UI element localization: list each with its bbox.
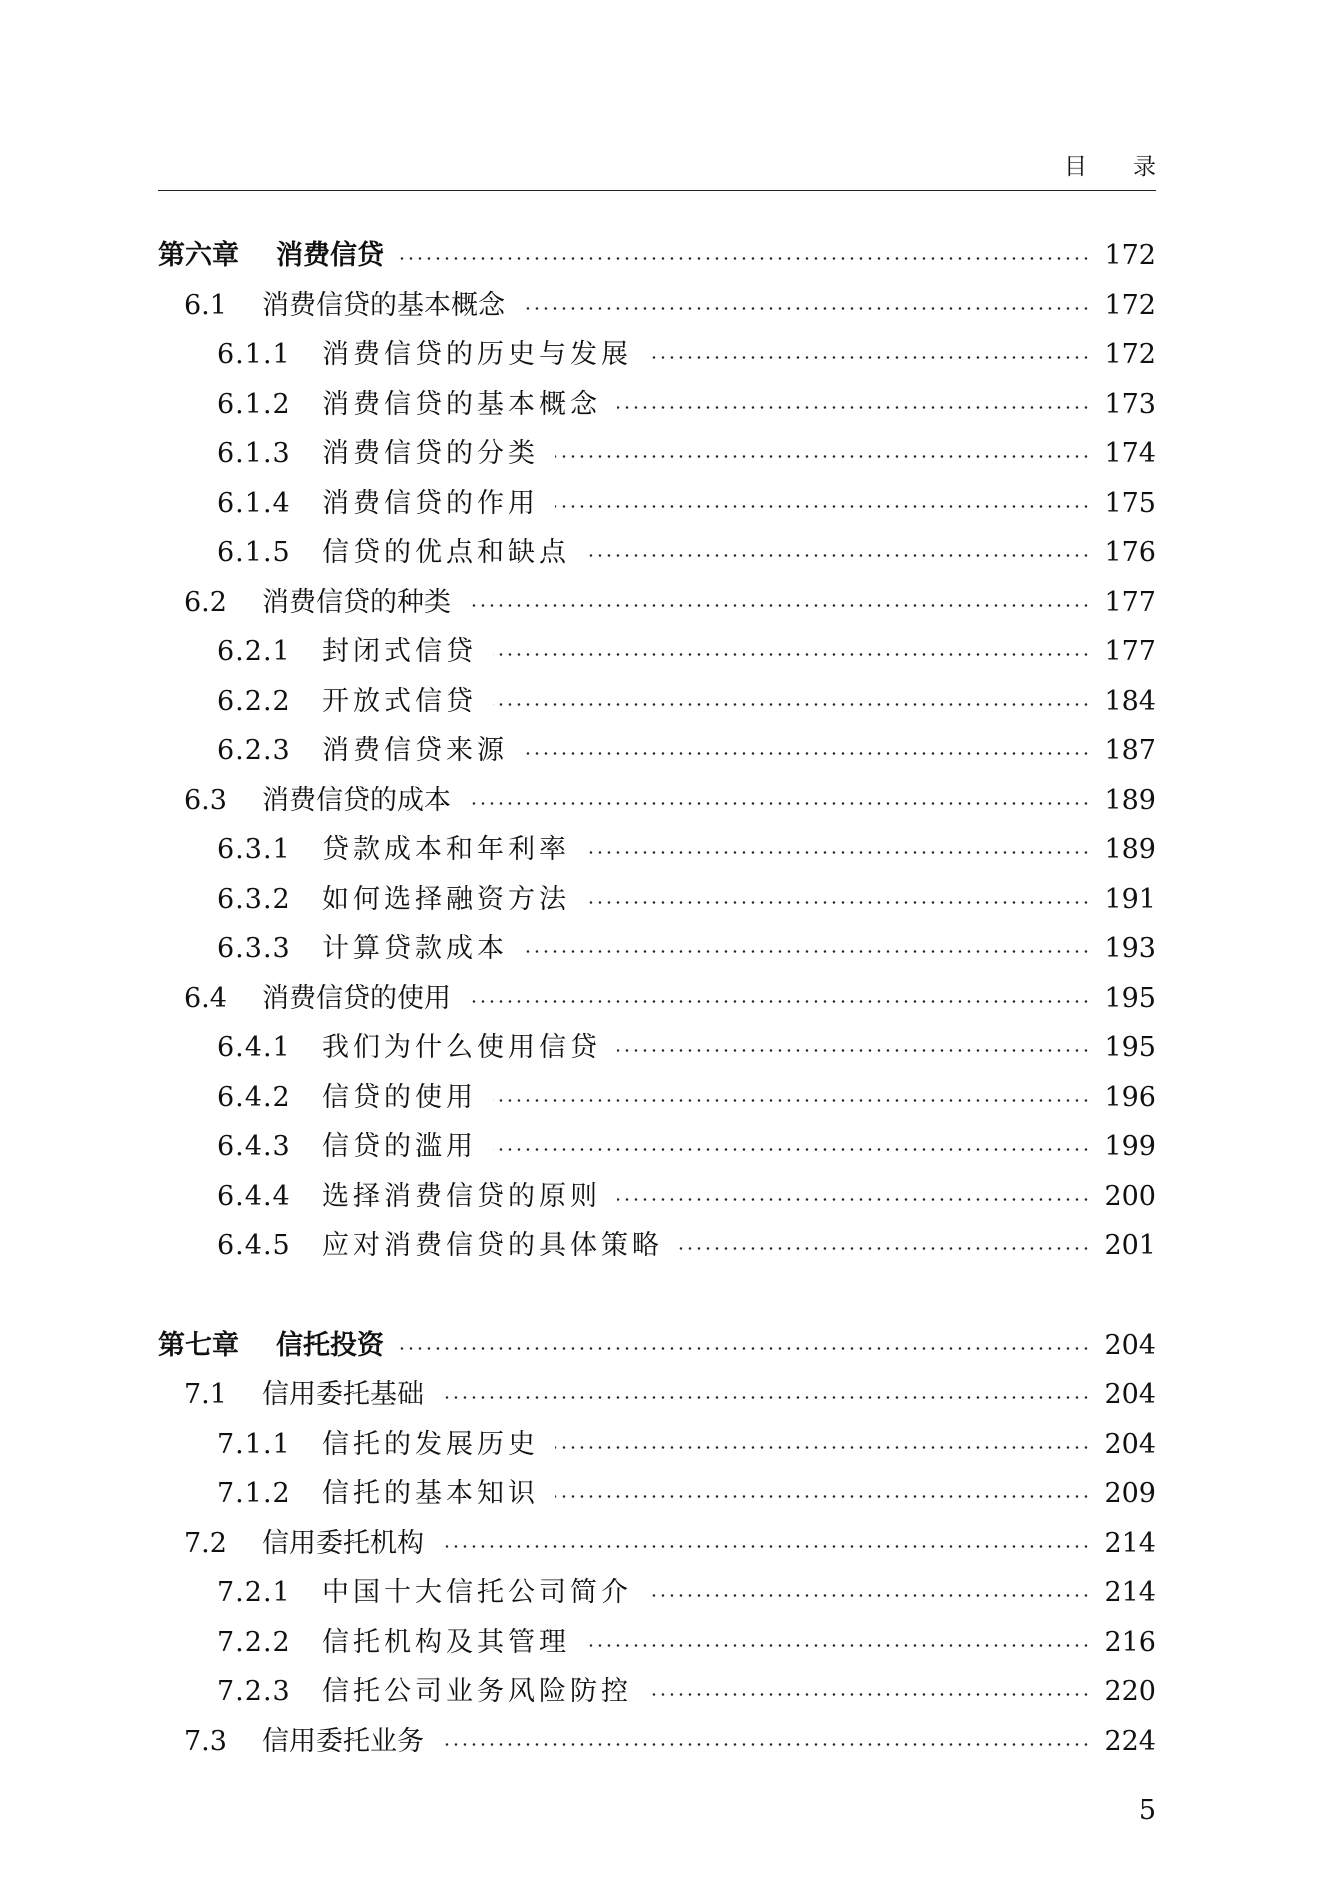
toc-entry-section[interactable] xyxy=(158,974,1156,1024)
toc-entry-page: 204 xyxy=(1104,1379,1156,1410)
toc-entry-page: 187 xyxy=(1104,735,1156,766)
toc-entry-number: 6.4.2 xyxy=(217,1081,291,1113)
toc-entry-section[interactable] xyxy=(158,578,1156,628)
toc-entry-page: 201 xyxy=(1104,1230,1156,1261)
dot-leader xyxy=(555,505,1090,508)
dot-leader xyxy=(493,703,1090,706)
toc-entry-number: 6.4.3 xyxy=(217,1131,291,1162)
toc-entry-page: 173 xyxy=(1104,388,1156,420)
toc-entry-page: 177 xyxy=(1104,586,1156,618)
toc-entry-subsection[interactable] xyxy=(158,1420,1156,1470)
dot-leader xyxy=(617,406,1090,409)
toc-entry-number: 6.1.2 xyxy=(217,388,291,420)
toc-entry-number: 6.3.2 xyxy=(217,883,291,915)
toc-entry-title: 消费信贷来源 xyxy=(322,735,508,766)
dot-leader xyxy=(586,554,1090,557)
dot-leader xyxy=(521,307,1090,310)
toc-entry-page: 174 xyxy=(1104,438,1156,469)
toc-entry-page: 199 xyxy=(1104,1131,1156,1162)
toc-entry-section[interactable] xyxy=(158,1519,1156,1569)
toc-entry-subsection[interactable] xyxy=(158,1568,1156,1618)
toc-entry-title: 信托公司业务风险防控 xyxy=(322,1676,632,1707)
toc-entry-title: 消费信贷的作用 xyxy=(322,487,539,519)
toc-entry-chapter[interactable] xyxy=(158,1321,1156,1371)
toc-entry-subsection[interactable] xyxy=(158,1667,1156,1717)
toc-entry-page: 204 xyxy=(1104,1428,1156,1460)
running-head-right: 录 xyxy=(1133,154,1156,180)
toc-entry-number: 6.2.3 xyxy=(217,735,291,766)
dot-leader xyxy=(440,1743,1090,1746)
toc-entry-number: 6.3.3 xyxy=(217,933,291,964)
toc-entry-number: 6.4.1 xyxy=(217,1032,291,1063)
toc-entry-title: 贷款成本和年利率 xyxy=(322,834,570,865)
toc-entry-subsection[interactable] xyxy=(158,924,1156,974)
toc-entry-title: 消费信贷的使用 xyxy=(262,982,451,1014)
toc-entry-number: 6.1.4 xyxy=(217,487,291,519)
dot-leader xyxy=(679,1247,1090,1250)
toc-entry-subsection[interactable] xyxy=(158,479,1156,529)
dot-leader xyxy=(493,653,1090,656)
toc-entry-page: 196 xyxy=(1104,1081,1156,1113)
toc-entry-subsection[interactable] xyxy=(158,330,1156,380)
toc-entry-title: 如何选择融资方法 xyxy=(322,883,570,915)
toc-entry-number: 第七章 xyxy=(158,1329,239,1361)
toc-entry-subsection[interactable] xyxy=(158,429,1156,479)
toc-entry-subsection[interactable] xyxy=(158,825,1156,875)
toc-entry-title: 信贷的使用 xyxy=(322,1081,477,1113)
toc-entry-title: 计算贷款成本 xyxy=(322,933,508,964)
running-head-left: 目 xyxy=(1064,154,1087,180)
toc-entry-number: 6.1 xyxy=(184,289,227,321)
toc-entry-subsection[interactable] xyxy=(158,1073,1156,1123)
dot-leader xyxy=(555,1495,1090,1498)
toc-entry-subsection[interactable] xyxy=(158,1023,1156,1073)
toc-entry-title: 信托的基本知识 xyxy=(322,1478,539,1509)
header-rule xyxy=(158,190,1156,191)
dot-leader xyxy=(440,1545,1090,1548)
toc-entry-page: 224 xyxy=(1104,1725,1156,1757)
table-of-contents xyxy=(158,231,1156,1766)
toc-entry-number: 7.2.2 xyxy=(217,1626,291,1658)
toc-entry-subsection[interactable] xyxy=(158,1221,1156,1271)
toc-entry-number: 6.1.3 xyxy=(217,438,291,469)
toc-entry-title: 信贷的优点和缺点 xyxy=(322,537,570,568)
toc-entry-number: 6.3.1 xyxy=(217,834,291,865)
toc-entry-page: 209 xyxy=(1104,1478,1156,1509)
toc-entry-page: 189 xyxy=(1104,784,1156,816)
toc-entry-title: 消费信贷的种类 xyxy=(262,586,451,618)
toc-entry-title: 选择消费信贷的原则 xyxy=(322,1180,601,1212)
toc-entry-subsection[interactable] xyxy=(158,1469,1156,1519)
dot-leader xyxy=(440,1396,1090,1399)
toc-entry-number: 6.4 xyxy=(184,982,227,1014)
toc-entry-subsection[interactable] xyxy=(158,677,1156,727)
toc-entry-page: 193 xyxy=(1104,933,1156,964)
dot-leader xyxy=(467,604,1090,607)
dot-leader xyxy=(648,356,1090,359)
toc-entry-number: 7.3 xyxy=(184,1725,227,1757)
dot-leader xyxy=(524,752,1090,755)
toc-entry-title: 消费信贷的成本 xyxy=(262,784,451,816)
dot-leader xyxy=(586,901,1090,904)
toc-entry-title: 消费信贷的基本概念 xyxy=(262,289,505,321)
toc-entry-page: 214 xyxy=(1104,1527,1156,1559)
toc-entry-title: 消费信贷的基本概念 xyxy=(322,388,601,420)
toc-entry-title: 信贷的滥用 xyxy=(322,1131,477,1162)
toc-entry-title: 开放式信贷 xyxy=(322,685,477,717)
page-number: 5 xyxy=(1138,1795,1156,1826)
toc-entry-number: 6.4.5 xyxy=(217,1230,291,1261)
toc-entry-page: 214 xyxy=(1104,1577,1156,1608)
toc-entry-subsection[interactable] xyxy=(158,528,1156,578)
toc-entry-title: 信用委托机构 xyxy=(262,1527,424,1559)
toc-entry-section[interactable] xyxy=(158,1717,1156,1767)
toc-entry-subsection[interactable] xyxy=(158,875,1156,925)
dot-leader xyxy=(467,802,1090,805)
toc-entry-number: 6.2 xyxy=(184,586,227,618)
toc-entry-section[interactable] xyxy=(158,776,1156,826)
toc-entry-page: 200 xyxy=(1104,1180,1156,1212)
toc-entry-title: 信托的发展历史 xyxy=(322,1428,539,1460)
toc-entry-subsection[interactable] xyxy=(158,1172,1156,1222)
toc-entry-section[interactable] xyxy=(158,1370,1156,1420)
dot-leader xyxy=(648,1594,1090,1597)
dot-leader xyxy=(524,950,1090,953)
toc-entry-chapter[interactable] xyxy=(158,231,1156,281)
toc-entry-number: 6.1.5 xyxy=(217,537,291,568)
dot-leader xyxy=(648,1693,1090,1696)
toc-entry-section[interactable] xyxy=(158,281,1156,331)
toc-entry-number: 7.2 xyxy=(184,1527,227,1559)
toc-entry-title: 信用委托基础 xyxy=(262,1379,424,1410)
chapter-gap xyxy=(158,1271,1156,1321)
toc-entry-title: 信托机构及其管理 xyxy=(322,1626,570,1658)
dot-leader xyxy=(493,1099,1090,1102)
toc-entry-number: 6.3 xyxy=(184,784,227,816)
toc-entry-page: 175 xyxy=(1104,487,1156,519)
toc-entry-subsection[interactable] xyxy=(158,380,1156,430)
toc-entry-number: 7.1 xyxy=(184,1379,227,1410)
toc-entry-title: 我们为什么使用信贷 xyxy=(322,1032,601,1063)
toc-entry-page: 189 xyxy=(1104,834,1156,865)
toc-entry-page: 172 xyxy=(1104,289,1156,321)
toc-entry-title: 消费信贷的分类 xyxy=(322,438,539,469)
dot-leader xyxy=(467,1000,1090,1003)
running-head xyxy=(1064,148,1156,181)
toc-entry-title: 信托投资 xyxy=(276,1329,384,1361)
toc-entry-page: 191 xyxy=(1104,883,1156,915)
toc-entry-title: 中国十大信托公司简介 xyxy=(322,1577,632,1608)
toc-entry-page: 216 xyxy=(1104,1626,1156,1658)
dot-leader xyxy=(555,1446,1090,1449)
toc-entry-page: 220 xyxy=(1104,1676,1156,1707)
toc-entry-title: 应对消费信贷的具体策略 xyxy=(322,1230,663,1261)
toc-entry-number: 6.1.1 xyxy=(217,339,291,370)
dot-leader xyxy=(493,1148,1090,1151)
toc-entry-page: 172 xyxy=(1104,339,1156,370)
toc-entry-number: 6.2.1 xyxy=(217,636,291,667)
dot-leader xyxy=(400,257,1090,260)
toc-entry-page: 195 xyxy=(1104,1032,1156,1063)
toc-entry-page: 184 xyxy=(1104,685,1156,717)
toc-entry-page: 176 xyxy=(1104,537,1156,568)
toc-entry-number: 7.1.2 xyxy=(217,1478,291,1509)
toc-entry-number: 6.4.4 xyxy=(217,1180,291,1212)
toc-entry-number: 7.2.1 xyxy=(217,1577,291,1608)
toc-entry-page: 195 xyxy=(1104,982,1156,1014)
toc-entry-page: 177 xyxy=(1104,636,1156,667)
dot-leader xyxy=(586,1644,1090,1647)
toc-entry-title: 封闭式信贷 xyxy=(322,636,477,667)
toc-entry-number: 7.2.3 xyxy=(217,1676,291,1707)
toc-entry-page: 204 xyxy=(1104,1329,1156,1361)
dot-leader xyxy=(586,851,1090,854)
toc-entry-title: 信用委托业务 xyxy=(262,1725,424,1757)
toc-entry-subsection[interactable] xyxy=(158,726,1156,776)
dot-leader xyxy=(400,1347,1090,1350)
toc-entry-title: 消费信贷的历史与发展 xyxy=(322,339,632,370)
dot-leader xyxy=(617,1049,1090,1052)
toc-entry-subsection[interactable] xyxy=(158,1618,1156,1668)
toc-entry-number: 6.2.2 xyxy=(217,685,291,717)
toc-entry-number: 第六章 xyxy=(158,240,239,271)
toc-entry-page: 172 xyxy=(1104,240,1156,271)
toc-entry-subsection[interactable] xyxy=(158,627,1156,677)
toc-entry-title: 消费信贷 xyxy=(276,240,384,271)
dot-leader xyxy=(617,1198,1090,1201)
toc-entry-number: 7.1.1 xyxy=(217,1428,291,1460)
dot-leader xyxy=(555,455,1090,458)
toc-entry-subsection[interactable] xyxy=(158,1122,1156,1172)
